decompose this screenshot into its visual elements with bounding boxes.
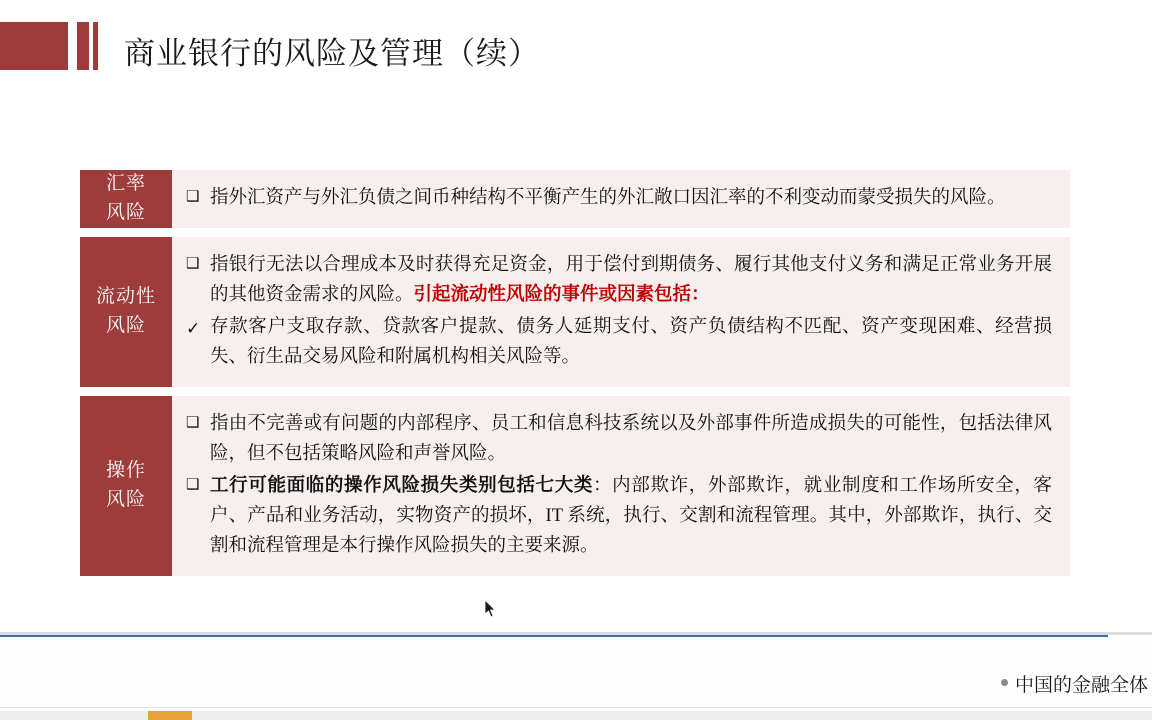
text-segment: ：内部欺诈，外部欺诈，就业制度和工作场所安全，客户、产品和业务活动，实物资产的损坏，IT 系统，执行、交割和流程管理。其中，外部欺诈，执行、交割和流程管理是本行操作风险损失的主要来源。	[210, 475, 1052, 556]
page-title: 商业银行的风险及管理（续）	[124, 36, 540, 71]
text-segment: 指由不完善或有问题的内部程序、员工和信息科技系统以及外部事件所造成损失的可能性，包括法律风险，但不包括策略风险和声誉风险。	[210, 413, 1052, 464]
square-bullet-icon: ❑	[186, 255, 200, 272]
text-segment: 存款客户支取存款、贷款客户提款、债务人延期支付、资产负债结构不匹配、资产变现困难、经营损失、衍生品交易风险和附属机构相关风险等。	[210, 316, 1052, 367]
square-bullet-icon: ❑	[186, 189, 200, 205]
list-item-text	[210, 313, 1052, 373]
square-bullet-icon: ❑	[186, 476, 200, 493]
text-segment-bold: 工行可能面临的操作风险损失类别包括七大类	[210, 475, 594, 496]
risk-category-label-line: 风险	[105, 314, 146, 336]
list-item-text	[210, 472, 1052, 562]
list-item	[186, 313, 1052, 373]
list-item	[186, 184, 1052, 214]
text-segment: 指银行无法以合理成本及时获得充足资金，用于偿付到期债务、履行其他支付义务和满足正常业务开展的其他资金需求的风险。	[210, 254, 1052, 305]
bullet-dot-icon	[1001, 679, 1008, 686]
risk-category-label	[80, 170, 172, 228]
risk-category-label-line: 风险	[105, 201, 146, 223]
list-item	[186, 410, 1052, 470]
risk-description	[172, 396, 1070, 576]
text-segment-accent: 引起流动性风险的事件或因素包括：	[413, 284, 710, 305]
list-item	[186, 472, 1052, 562]
header-decoration-block-small	[93, 22, 98, 70]
risk-category-label-line: 汇率	[105, 173, 146, 195]
text-segment: 指外汇资产与外汇负债之间币种结构不平衡产生的外汇敞口因汇率的不利变动而蒙受损失的风险。	[210, 188, 1006, 208]
header-decoration-block-large	[0, 22, 68, 70]
table-row	[80, 396, 1070, 576]
risk-category-label	[80, 237, 172, 387]
list-item-text	[210, 251, 1052, 311]
next-slide-preview-area[interactable]	[0, 632, 1152, 720]
check-bullet-icon: ✓	[186, 318, 201, 338]
list-item-text	[210, 410, 1052, 470]
list-item	[186, 251, 1052, 311]
next-slide-text: 中国的金融全体	[1014, 675, 1148, 696]
header-decoration-block-medium	[77, 22, 89, 70]
risk-category-label-line: 流动性	[95, 286, 156, 308]
list-item-text	[210, 184, 1052, 214]
square-bullet-icon: ❑	[186, 414, 200, 431]
risk-category-label-line: 操作	[105, 460, 146, 482]
risk-description	[172, 170, 1070, 228]
risk-category-label	[80, 396, 172, 576]
taskbar-active-item[interactable]	[148, 711, 192, 720]
table-row	[80, 237, 1070, 387]
mouse-cursor-icon	[485, 600, 497, 618]
risk-table	[80, 170, 1070, 585]
risk-description	[172, 237, 1070, 387]
risk-category-label-line: 风险	[105, 488, 146, 510]
table-row	[80, 170, 1070, 228]
next-slide-panel[interactable]	[0, 637, 1152, 708]
